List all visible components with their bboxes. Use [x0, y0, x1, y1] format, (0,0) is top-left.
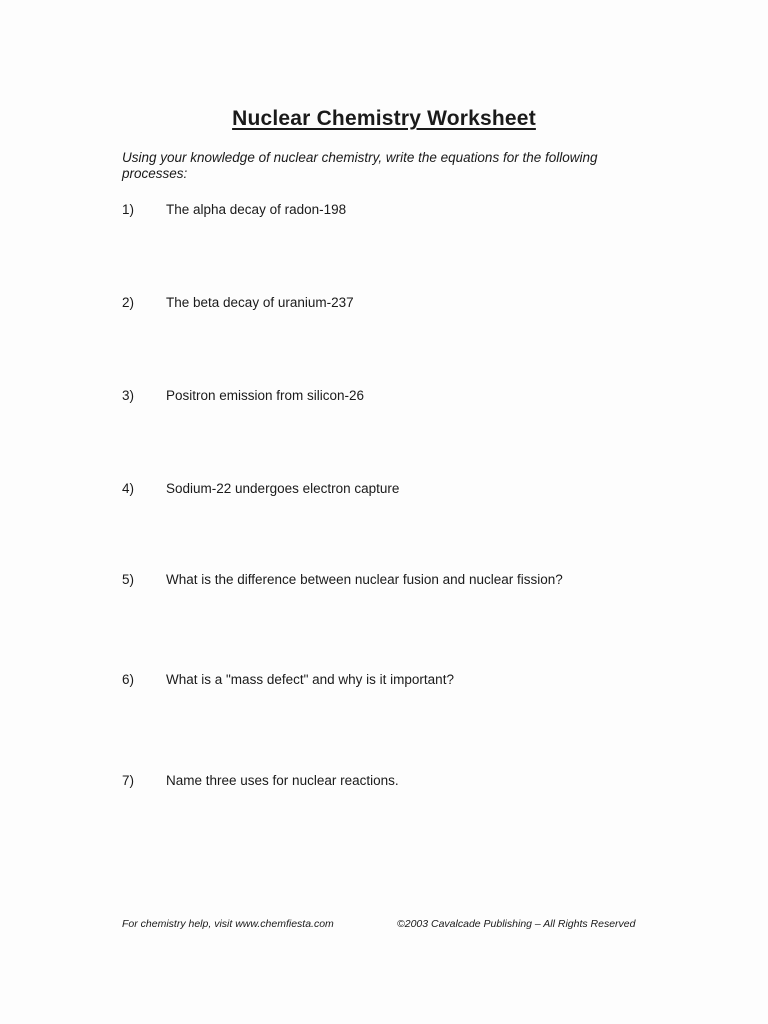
question-number: 3) — [122, 388, 135, 403]
question-number: 5) — [122, 572, 135, 587]
footer-copyright: ©2003 Cavalcade Publishing – All Rights Reserved — [397, 918, 636, 930]
question-text: Positron emission from silicon-26 — [166, 388, 365, 403]
instructions-text: Using your knowledge of nuclear chemistry, write the equations for the following processes: — [122, 150, 598, 181]
question-text: Name three uses for nuclear reactions. — [166, 773, 399, 788]
question-number: 4) — [122, 481, 135, 496]
question-text: Sodium-22 undergoes electron capture — [166, 481, 400, 496]
question-number: 2) — [122, 295, 135, 310]
question-number: 1) — [122, 202, 135, 217]
question-text: The beta decay of uranium-237 — [166, 295, 354, 310]
worksheet-title: Nuclear Chemistry Worksheet — [232, 107, 536, 130]
question-number: 6) — [122, 672, 135, 687]
question-text: The alpha decay of radon-198 — [166, 202, 347, 217]
question-number: 7) — [122, 773, 135, 788]
question-text: What is the difference between nuclear fusion and nuclear fission? — [166, 572, 563, 587]
footer-help-text: For chemistry help, visit www.chemfiesta.com — [122, 918, 334, 930]
question-text: What is a "mass defect" and why is it important? — [166, 672, 454, 687]
